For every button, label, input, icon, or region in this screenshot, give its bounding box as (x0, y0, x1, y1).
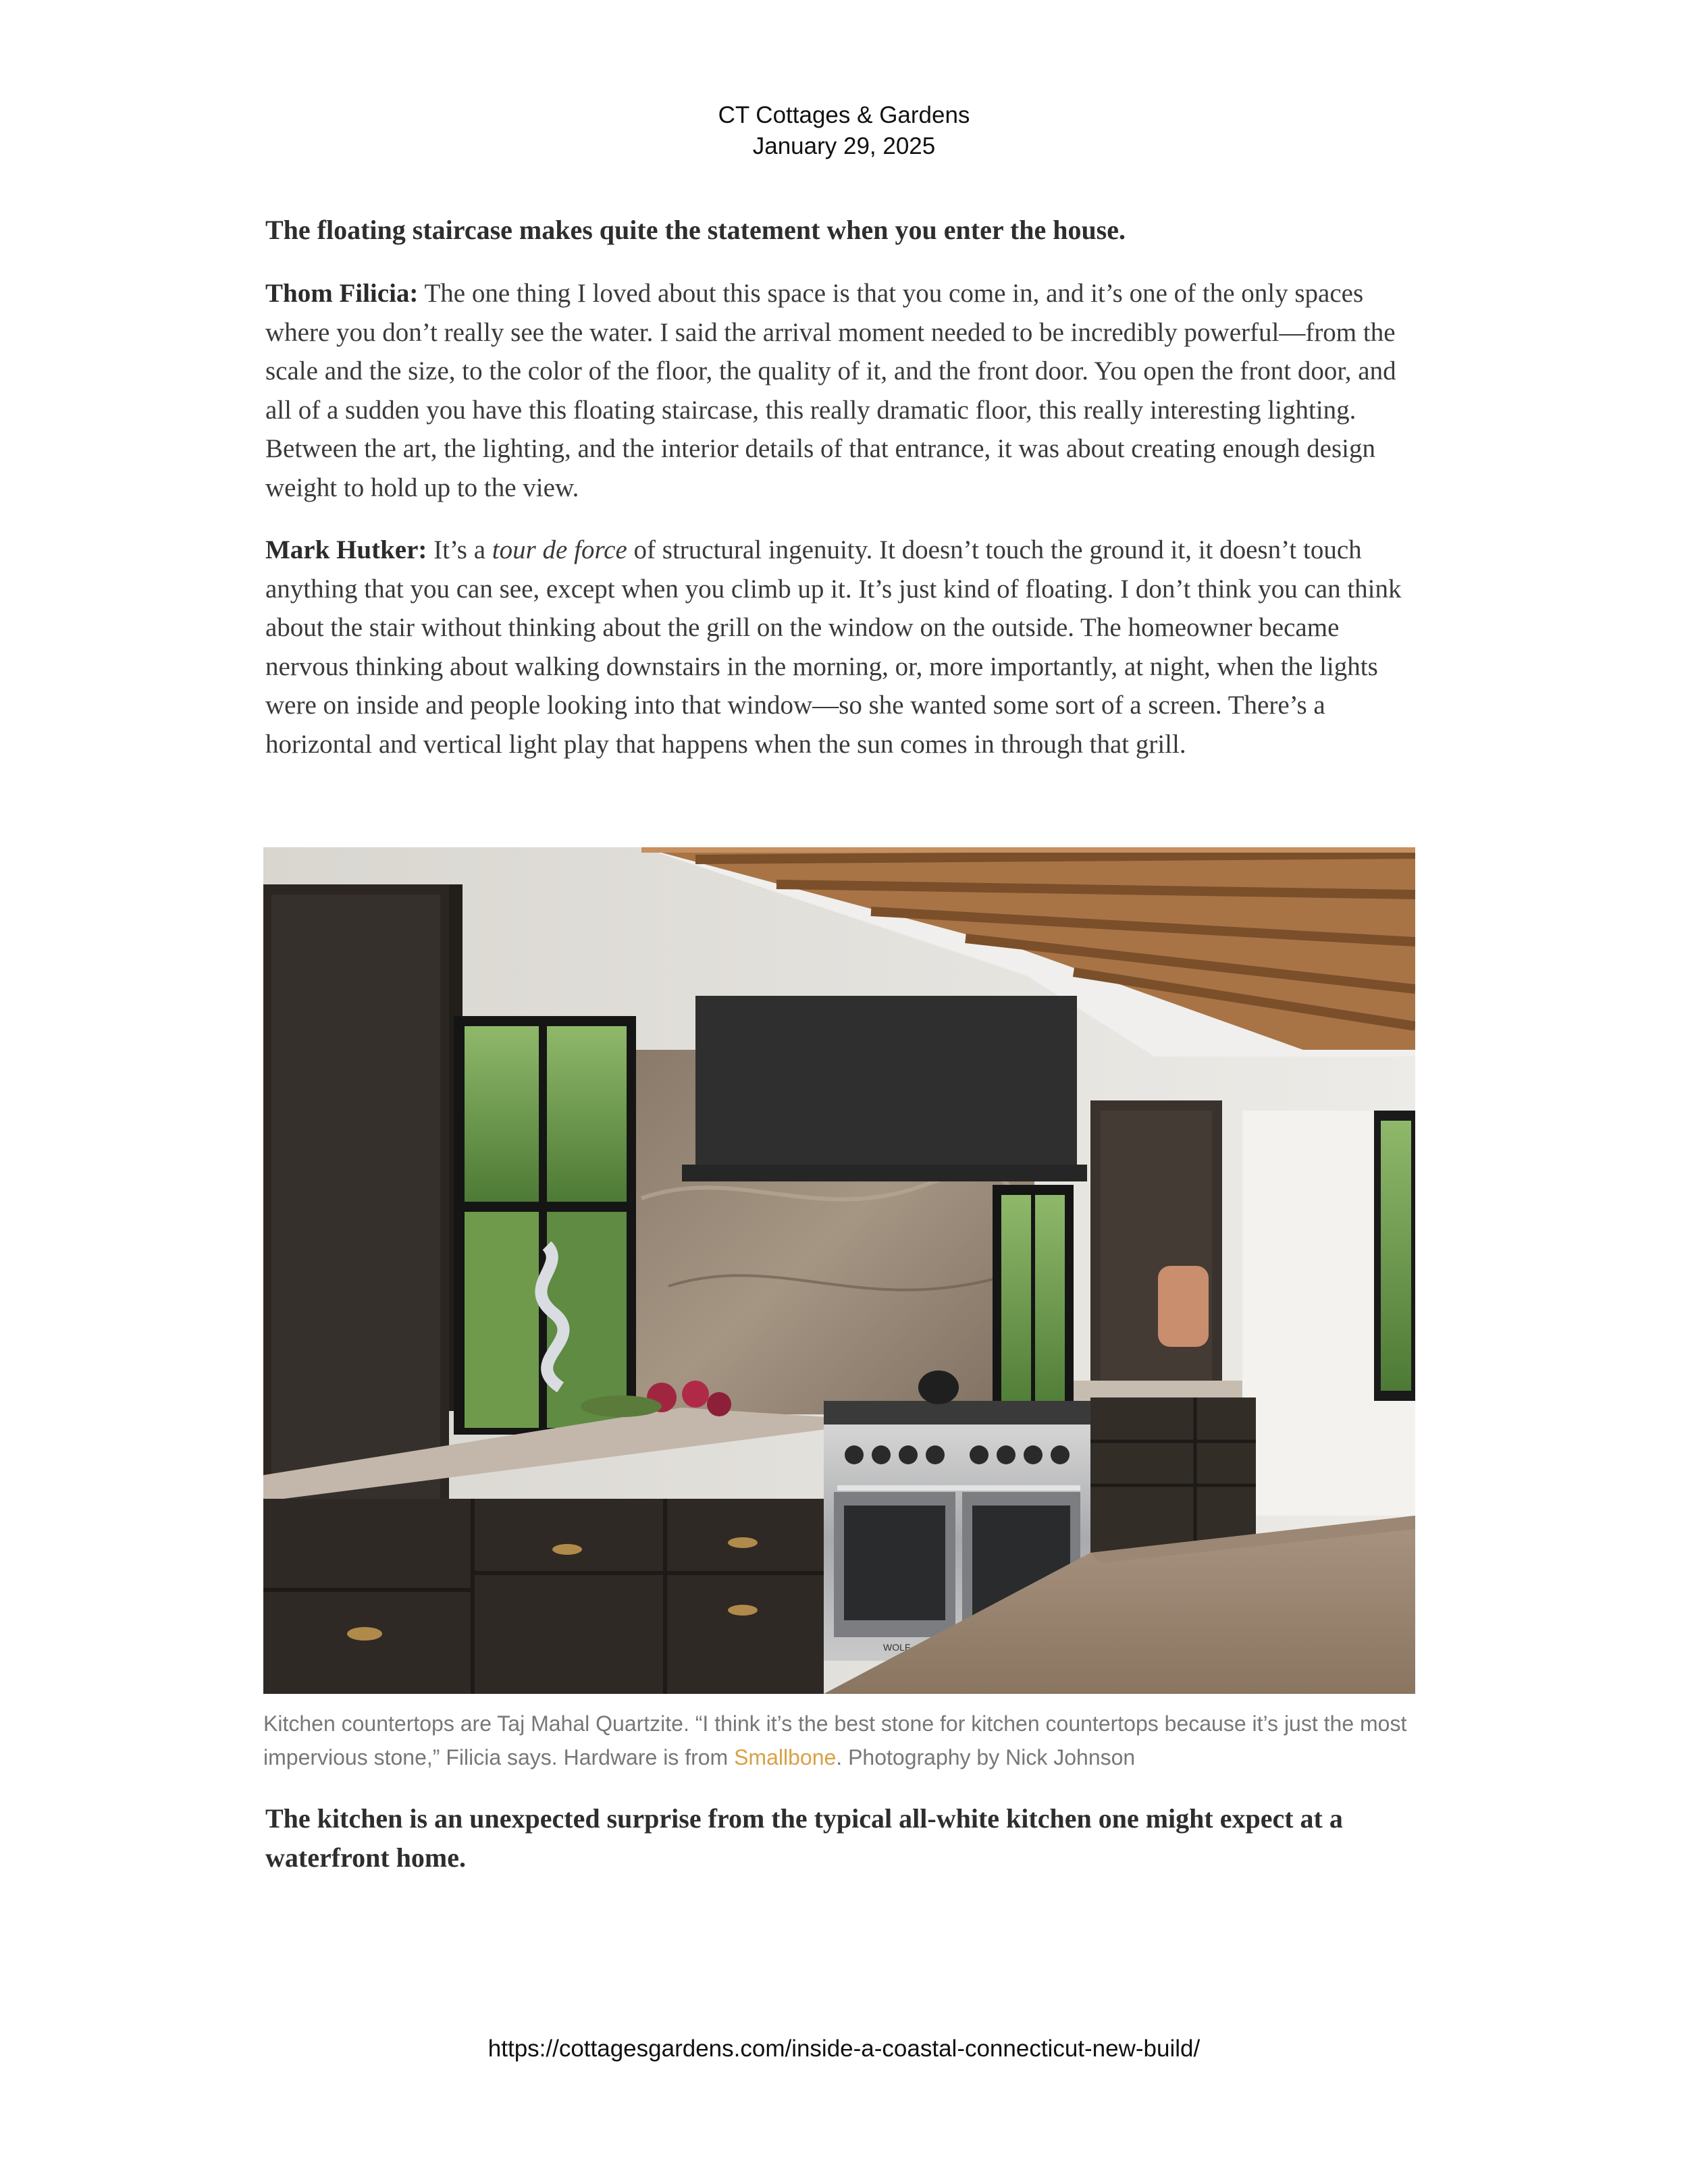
publication-name: CT Cottages & Gardens (718, 102, 970, 128)
smallbone-link[interactable]: Smallbone (734, 1745, 837, 1769)
answer-paragraph-hutker (265, 531, 1427, 764)
oven-brand-label: WOLF (883, 1642, 911, 1653)
emphasis-text: tour de force (492, 535, 627, 564)
photo-caption (263, 1707, 1425, 1774)
answer-text: The one thing I loved about this space is that you come in, and it’s one of the only spaces where you don’t really see the water. I said the arrival moment needed to be incredibly powerful—from the scale and the size, to the color of the floor, the quality of it, and the front door. You open the front door, and all of a sudden you have this floating staircase, this really dramatic floor, this really interesting lighting. Between the art, the lighting, and the interior details of that entrance, it was about creating enough design weight to hold up to the view. (265, 279, 1396, 502)
source-url: https://cottagesgardens.com/inside-a-coastal-connecticut-new-build/ (487, 2035, 1201, 2062)
answer-paragraph-filicia (265, 274, 1427, 507)
page-header (0, 100, 1688, 162)
caption-credit: . Photography by Nick Johnson (836, 1745, 1136, 1769)
answer-text: of structural ingenuity. It doesn’t touch the ground it, it doesn’t touch anything that you can see, except when you climb up it. It’s just kind of floating. I don’t think you can think about the stair without thinking about the grill on the window on the outside. The homeowner became nervous thinking about walking downstairs in the morning, or, more importantly, at night, when the lights were on inside and people looking into that window—so she wanted some sort of a screen. There’s a horizontal and vertical light play that happens when the sun comes in through that grill. (265, 535, 1402, 759)
speaker-name: Mark Hutker: (265, 535, 427, 564)
answer-text: It’s a (433, 535, 486, 564)
interview-question: The floating staircase makes quite the statement when you enter the house. (265, 215, 1126, 245)
interview-question: The kitchen is an unexpected surprise from the typical all-white kitchen one might expect at a waterfront home. (265, 1803, 1343, 1873)
kitchen-photo (263, 847, 1415, 1694)
caption-text: Kitchen countertops are Taj Mahal Quartzite. “I think it’s the best stone for kitchen countertops because it’s just the most impervious stone,” Filicia says. Hardware is from (263, 1711, 1407, 1769)
publication-date: January 29, 2025 (752, 133, 936, 159)
speaker-name: Thom Filicia: (265, 279, 419, 308)
